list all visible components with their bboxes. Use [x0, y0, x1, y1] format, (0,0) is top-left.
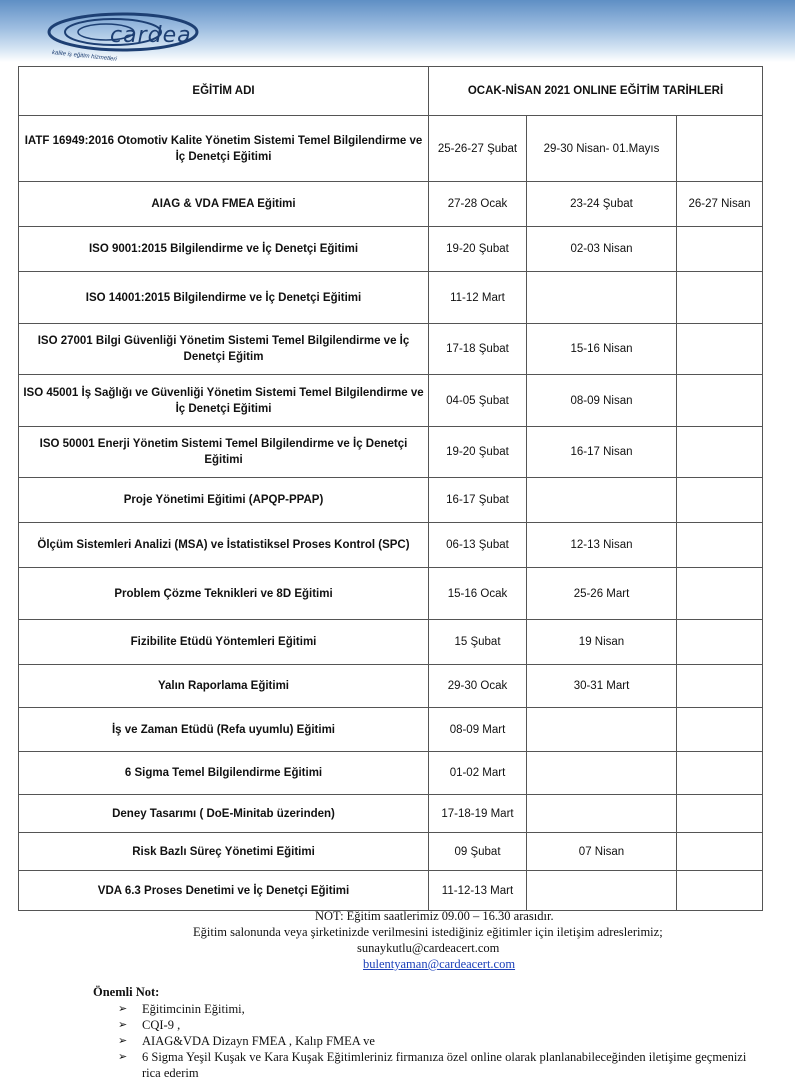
header-training-dates: OCAK-NİSAN 2021 ONLINE EĞİTİM TARİHLERİ — [429, 67, 763, 116]
logo-text: cardea — [110, 23, 192, 48]
training-name-cell: Yalın Raporlama Eğitimi — [19, 665, 429, 708]
date-cell-3 — [677, 752, 763, 795]
date-cell-1: 19-20 Şubat — [429, 427, 527, 478]
date-cell-3 — [677, 116, 763, 182]
date-cell-3 — [677, 795, 763, 833]
training-name-cell: ISO 27001 Bilgi Güvenliği Yönetim Sistemi Temel Bilgilendirme ve İç Denetçi Eğitim — [19, 324, 429, 375]
date-cell-1: 11-12 Mart — [429, 272, 527, 324]
table-row — [19, 752, 763, 795]
table-body — [19, 116, 763, 911]
date-cell-1: 08-09 Mart — [429, 708, 527, 752]
date-cell-1: 16-17 Şubat — [429, 478, 527, 523]
date-cell-1: 01-02 Mart — [429, 752, 527, 795]
table-row — [19, 478, 763, 523]
date-cell-3: 26-27 Nisan — [677, 182, 763, 227]
date-cell-1: 25-26-27 Şubat — [429, 116, 527, 182]
important-note-item — [118, 1033, 758, 1049]
training-name-cell: Ölçüm Sistemleri Analizi (MSA) ve İstatistiksel Proses Kontrol (SPC) — [19, 523, 429, 568]
table-header-row — [19, 67, 763, 116]
training-schedule-table — [18, 66, 763, 911]
important-note-text: CQI-9 , — [142, 1018, 181, 1032]
logo-tagline: kalite iş eğitim hizmetleri — [51, 50, 117, 63]
email-sunay: sunaykutlu@cardeacert.com — [357, 941, 500, 955]
table-row — [19, 116, 763, 182]
date-cell-2: 08-09 Nisan — [527, 375, 677, 427]
date-cell-1: 11-12-13 Mart — [429, 871, 527, 911]
header-banner — [0, 0, 795, 62]
date-cell-2: 07 Nisan — [527, 833, 677, 871]
arrow-bullet-icon: ➢ — [118, 1050, 128, 1063]
important-note-text: Eğitimcinin Eğitimi, — [142, 1002, 245, 1016]
important-note-item — [118, 1049, 758, 1081]
table-row — [19, 795, 763, 833]
date-cell-2: 23-24 Şubat — [527, 182, 677, 227]
table-row — [19, 427, 763, 478]
table-row — [19, 620, 763, 665]
hours-note: NOT: Eğitim saatlerimiz 09.00 – 16.30 arasıdır. — [315, 909, 554, 923]
date-cell-3 — [677, 427, 763, 478]
training-name-cell: AIAG & VDA FMEA Eğitimi — [19, 182, 429, 227]
date-cell-2 — [527, 272, 677, 324]
table-row — [19, 871, 763, 911]
training-name-cell: Risk Bazlı Süreç Yönetimi Eğitimi — [19, 833, 429, 871]
date-cell-3 — [677, 324, 763, 375]
important-note-item — [118, 1017, 758, 1033]
contact-intro: Eğitim salonunda veya şirketinizde verilmesini istediğiniz eğitimler için iletişim adreslerimiz; — [193, 925, 663, 939]
table-row — [19, 568, 763, 620]
important-note-list — [118, 1001, 758, 1081]
date-cell-2: 16-17 Nisan — [527, 427, 677, 478]
table-row — [19, 523, 763, 568]
date-cell-2: 12-13 Nisan — [527, 523, 677, 568]
date-cell-1: 04-05 Şubat — [429, 375, 527, 427]
table-row — [19, 665, 763, 708]
header-training-name: EĞİTİM ADI — [19, 67, 429, 116]
date-cell-2: 29-30 Nisan- 01.Mayıs — [527, 116, 677, 182]
arrow-bullet-icon: ➢ — [118, 1018, 128, 1031]
date-cell-1: 15 Şubat — [429, 620, 527, 665]
date-cell-1: 17-18-19 Mart — [429, 795, 527, 833]
training-name-cell: ISO 45001 İş Sağlığı ve Güvenliği Yönetim Sistemi Temel Bilgilendirme ve İç Denetçi Eğitimi — [19, 375, 429, 427]
date-cell-2: 25-26 Mart — [527, 568, 677, 620]
important-note-text: 6 Sigma Yeşil Kuşak ve Kara Kuşak Eğitimleriniz firmanıza özel online olarak planlanabileceğinden iletişime geçmenizi rica ederim — [142, 1050, 747, 1080]
date-cell-1: 15-16 Ocak — [429, 568, 527, 620]
important-note-title: Önemli Not: — [93, 985, 160, 999]
date-cell-3 — [677, 375, 763, 427]
table-row — [19, 708, 763, 752]
date-cell-3 — [677, 833, 763, 871]
training-name-cell: VDA 6.3 Proses Denetimi ve İç Denetçi Eğitimi — [19, 871, 429, 911]
training-name-cell: İş ve Zaman Etüdü (Refa uyumlu) Eğitimi — [19, 708, 429, 752]
date-cell-3 — [677, 272, 763, 324]
important-note-item — [118, 1001, 758, 1017]
table-row — [19, 833, 763, 871]
date-cell-2 — [527, 708, 677, 752]
date-cell-2 — [527, 752, 677, 795]
table-row — [19, 272, 763, 324]
training-name-cell: Deney Tasarımı ( DoE-Minitab üzerinden) — [19, 795, 429, 833]
date-cell-2: 30-31 Mart — [527, 665, 677, 708]
date-cell-1: 27-28 Ocak — [429, 182, 527, 227]
date-cell-2: 02-03 Nisan — [527, 227, 677, 272]
email-bulent-link[interactable]: bulentyaman@cardeacert.com — [363, 957, 516, 971]
date-cell-3 — [677, 478, 763, 523]
date-cell-1: 06-13 Şubat — [429, 523, 527, 568]
date-cell-2 — [527, 478, 677, 523]
table-row — [19, 227, 763, 272]
date-cell-2: 19 Nisan — [527, 620, 677, 665]
arrow-bullet-icon: ➢ — [118, 1034, 128, 1047]
date-cell-2: 15-16 Nisan — [527, 324, 677, 375]
training-name-cell: 6 Sigma Temel Bilgilendirme Eğitimi — [19, 752, 429, 795]
table-row — [19, 324, 763, 375]
date-cell-1: 19-20 Şubat — [429, 227, 527, 272]
training-name-cell: ISO 14001:2015 Bilgilendirme ve İç Denetçi Eğitimi — [19, 272, 429, 324]
cardea-logo — [18, 6, 208, 63]
important-note-text: AIAG&VDA Dizayn FMEA , Kalıp FMEA ve — [142, 1034, 375, 1048]
date-cell-1: 17-18 Şubat — [429, 324, 527, 375]
training-name-cell: ISO 50001 Enerji Yönetim Sistemi Temel Bilgilendirme ve İç Denetçi Eğitimi — [19, 427, 429, 478]
date-cell-1: 29-30 Ocak — [429, 665, 527, 708]
date-cell-3 — [677, 620, 763, 665]
training-name-cell: Problem Çözme Teknikleri ve 8D Eğitimi — [19, 568, 429, 620]
date-cell-3 — [677, 523, 763, 568]
training-name-cell: Fizibilite Etüdü Yöntemleri Eğitimi — [19, 620, 429, 665]
date-cell-2 — [527, 871, 677, 911]
table-row — [19, 375, 763, 427]
date-cell-3 — [677, 227, 763, 272]
date-cell-3 — [677, 871, 763, 911]
training-name-cell: Proje Yönetimi Eğitimi (APQP-PPAP) — [19, 478, 429, 523]
training-name-cell: IATF 16949:2016 Otomotiv Kalite Yönetim Sistemi Temel Bilgilendirme ve İç Denetçi Eğitimi — [19, 116, 429, 182]
table-row — [19, 182, 763, 227]
date-cell-3 — [677, 708, 763, 752]
training-name-cell: ISO 9001:2015 Bilgilendirme ve İç Denetçi Eğitimi — [19, 227, 429, 272]
date-cell-3 — [677, 665, 763, 708]
arrow-bullet-icon: ➢ — [118, 1002, 128, 1015]
date-cell-3 — [677, 568, 763, 620]
date-cell-1: 09 Şubat — [429, 833, 527, 871]
date-cell-2 — [527, 795, 677, 833]
